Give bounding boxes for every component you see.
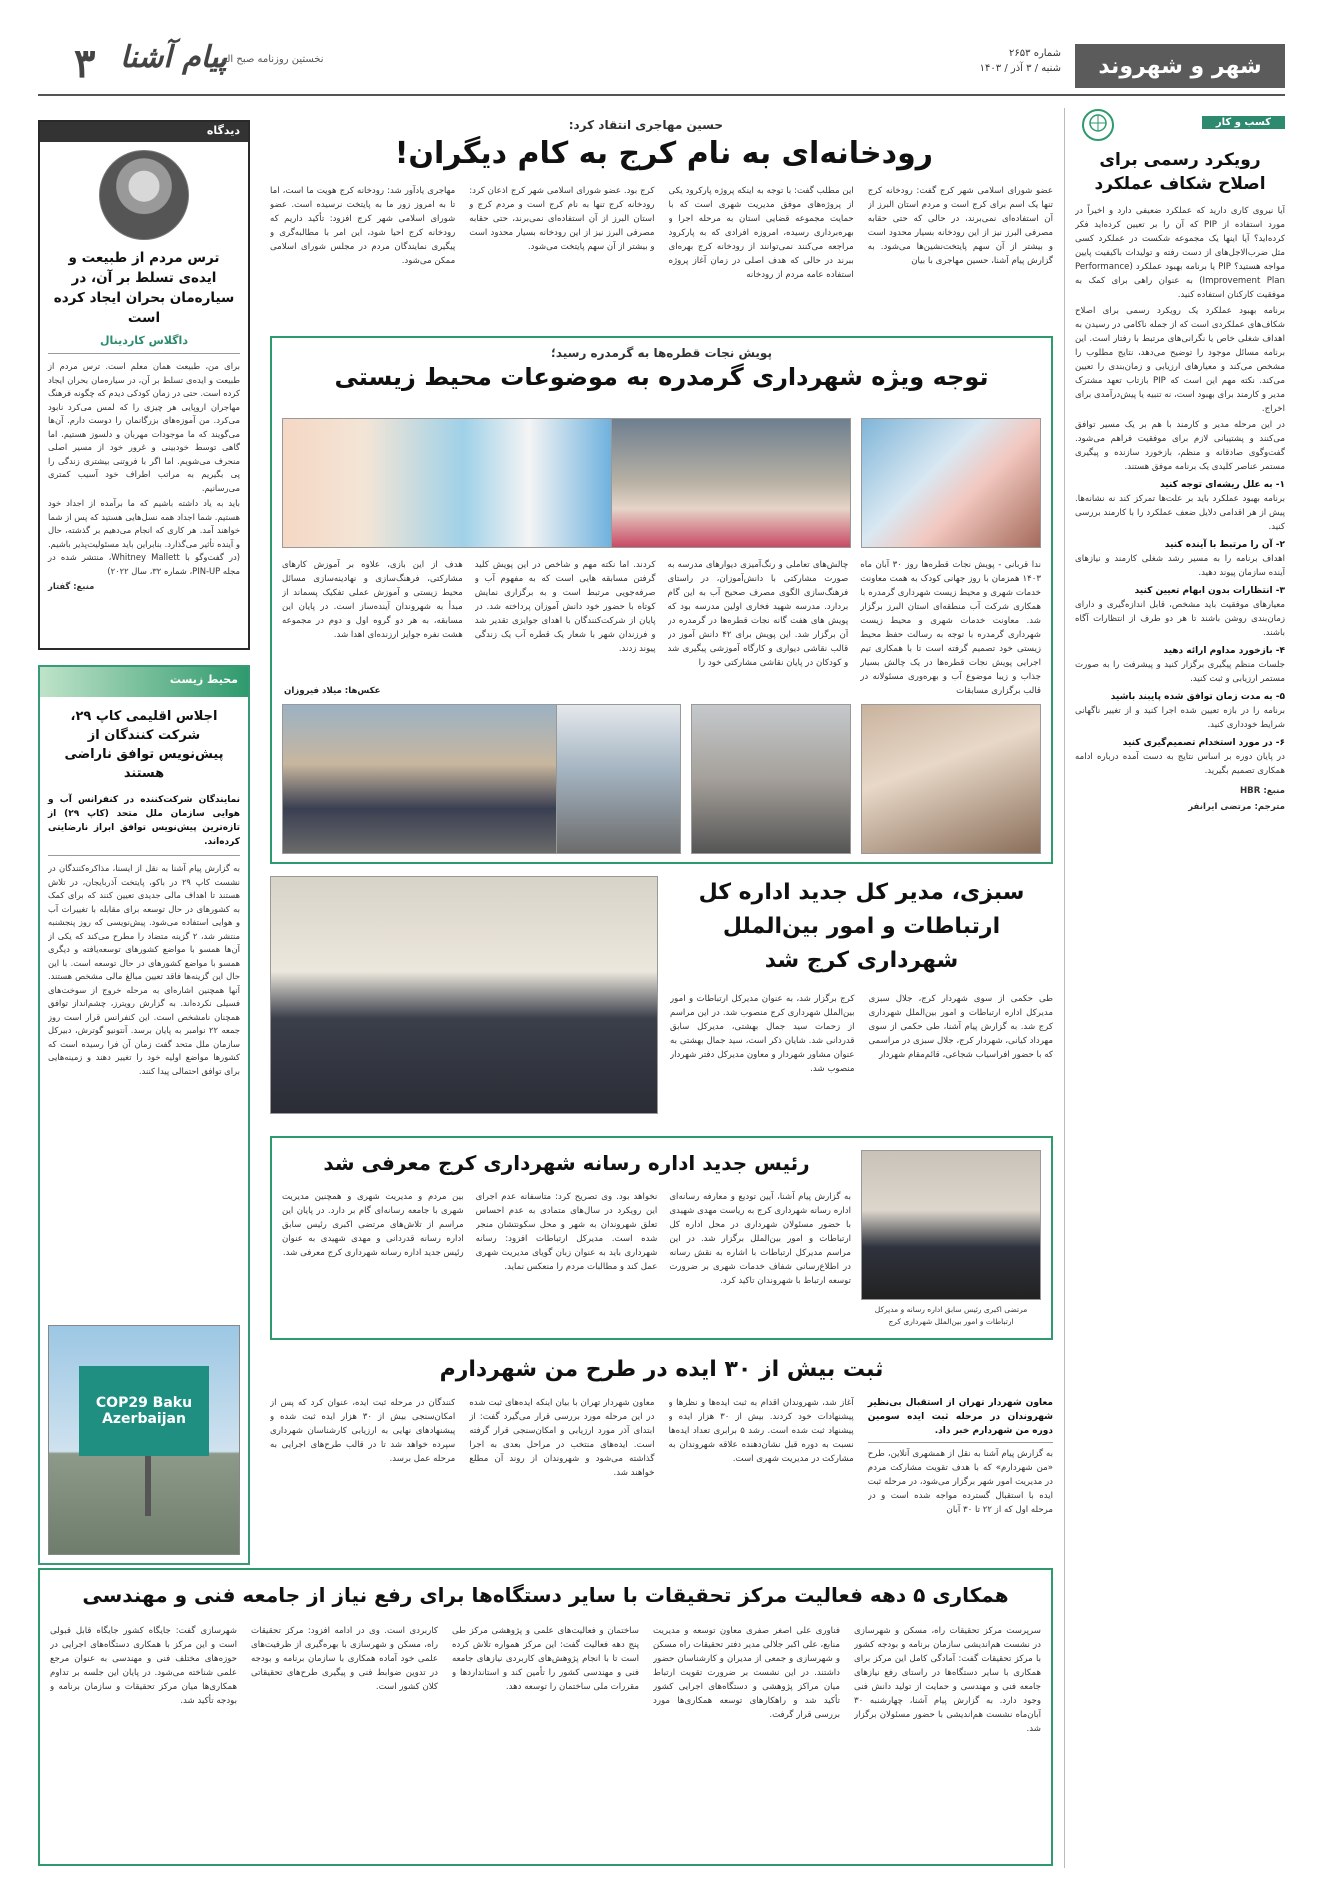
research-col: ساختمان و فعالیت‌های علمی و پژوهشی مرکز طی پنج دهه فعالیت گفت: این مرکز همواره تلاش کرده است تا با انجام پژوهش‌های کاربردی نیازهای جامعه فنی و مهندسی کشور را تأمین کند و استانداردها و مقررات ملی ساختمان را توسعه دهد. bbox=[452, 1626, 639, 1692]
top-article bbox=[270, 118, 1053, 318]
media-col: نخواهد بود. وی تصریح کرد: متاسفانه عدم اجرای این رویکرد در سال‌های متمادی به عدم احساس تعلق شهروندان به شهر و محل سکونتشان منجر شده است. مدیرکل ارتباطات افزود: رسانه شهرداری باید به عنوان زبان گویای مدیریت شهری عمل کند و مطالبات مردم را منعکس نماید. bbox=[475, 1192, 658, 1272]
research-col: شهرسازی گفت: جایگاه کشور جایگاه قابل قبولی است و این مرکز با همکاری دستگاه‌های اجرایی در حوزه‌های مختلف فنی و مهندسی به عنوان مرجع علمی شناخته می‌شود. در پایان این جلسه بر تداوم همکاری‌ها میان مرکز تحقیقات و سازمان برنامه و بودجه تأکید شد. bbox=[50, 1626, 237, 1706]
photo-credit: عکس‌ها: میلاد فیروزان bbox=[284, 686, 381, 696]
photo-students-line bbox=[691, 704, 851, 854]
media-photo-caption: مرتضی اکبری رئیس سابق اداره رسانه و مدیرکل ارتباطات و امور بین‌الملل شهرداری کرج bbox=[861, 1304, 1041, 1328]
idea-article bbox=[270, 1352, 1053, 1552]
author-photo bbox=[99, 150, 189, 240]
media-article bbox=[270, 1136, 1053, 1340]
top-article-col: کرج بود. عضو شورای اسلامی شهر کرج اذعان کرد: رودخانه کرج تنها به نام کرج است و مردم کرج و استان البرز از آن استفاده‌ای نمی‌برند، حتی حقابه مصرفی البرز نیز از این رودخانه بسیار محدود است و بیشتر از آن سهم پایتخت می‌شود. bbox=[469, 186, 655, 252]
business-para: برنامه بهبود عملکرد یک رویکرد رسمی برای اصلاح شکاف‌های عملکردی است که از جمله ناکامی در رسیدن به اهداف شغلی خاص یا نگرانی‌های مرتبط با رفتار است. این برنامه مسائل موجود را توضیح می‌دهد، نتایج مطلوب را مشخص می‌کند و معیارهای ارزیابی و زمان‌بندی را تعیین می‌کند. نکته مهم این است که PIP بازتاب تعهد مشترک مدیر و کارمند برای بهبود است، نه تنبیه یا پیش‌درآمدی برای اخراج. bbox=[1075, 306, 1285, 414]
business-body bbox=[1075, 204, 1285, 814]
environment-label: محیط زیست bbox=[40, 667, 248, 697]
business-para: در این مرحله مدیر و کارمند با هم بر یک مسیر توافق می‌کنند و پشتیبانی لازم برای موفقیت فراهم می‌شود. گفت‌وگوی صادقانه و منظم، بازخورد سازنده و پیگیری مستمر عناصر کلیدی یک برنامه موفق هستند. bbox=[1075, 420, 1285, 472]
opinion-box bbox=[38, 120, 250, 650]
idea-col: آغاز شد، شهروندان اقدام به ثبت ایده‌ها و نظرها و پیشنهادات خود کردند. بیش از ۳۰ هزار ایده و پیشنهاد ثبت شده است. رشد ۵ برابری تعداد ایده‌ها نسبت به دوره قبل نشان‌دهنده علاقه شهروندان به مشارکت در مدیریت شهری است. bbox=[668, 1398, 854, 1464]
globe-head-icon bbox=[1081, 108, 1115, 142]
billboard-panel: COP29 Baku Azerbaijan bbox=[79, 1366, 209, 1456]
research-headline: همکاری ۵ دهه فعالیت مرکز تحقیقات با سایر دستگاه‌ها برای رفع نیاز از جامعه فنی و مهندسی bbox=[82, 1583, 1009, 1607]
idea-col: کنندگان در مرحله ثبت ایده، عنوان کرد که پس از امکان‌سنجی بیش از ۳۰ هزار ایده ثبت شده و پیشنهادهای نهایی به ارزیابی کارشناسان شهرداری سپرده خواهد شد تا در قالب طرح‌های اجرایی به مرحله عمل برسد. bbox=[270, 1398, 456, 1464]
research-col: کاربردی است. وی در ادامه افزود: مرکز تحقیقات راه، مسکن و شهرسازی با بهره‌گیری از ظرفیت‌های علمی خود آماده همکاری با سازمان برنامه و بودجه در تدوین ضوابط فنی و پیگیری طرح‌های تحقیقاتی کلان کشور است. bbox=[251, 1626, 438, 1692]
business-subhead: ۵- به مدت زمان توافق شده پایبند باشید bbox=[1110, 692, 1285, 702]
business-subhead: ۲- آن را مرتبط با آینده کنید bbox=[1164, 540, 1285, 550]
opinion-para: باید به یاد داشته باشیم که ما برآمده از اجداد خود هستیم. شما اجداد همه نسل‌هایی هستید که پس از شما خواهند آمد. هر کاری که انجام می‌دهیم بر گذشته، حال و آینده تأثیر می‌گذارد. بنابراین باید مسئولیت‌پذیر باشیم. (در گفت‌وگو با Whitney Mallett، منتشر شده در مجله PIN-UP، شماره ۳۲، سال ۲۰۲۲) bbox=[48, 498, 240, 576]
business-para: اهداف برنامه را به مسیر رشد شغلی کارمند و نیازهای آینده سازمان پیوند دهید. bbox=[1075, 554, 1285, 578]
column-rule bbox=[1064, 108, 1065, 1868]
opinion-source: منبع: گفتار bbox=[48, 581, 95, 591]
business-para: جلسات منظم پیگیری برگزار کنید و پیشرفت را به صورت مستمر ارزیابی و ثبت کنید. bbox=[1075, 660, 1285, 684]
business-label: کسب و کار bbox=[1202, 116, 1285, 129]
opinion-title: ترس مردم از طبیعت و ایده‌ی تسلط بر آن، در سیاره‌مان بحران ایجاد کرده است bbox=[53, 250, 235, 326]
environment-box bbox=[38, 665, 250, 1565]
media-headline: رئیس جدید اداره رسانه شهرداری کرج معرفی شد bbox=[323, 1151, 810, 1175]
photo-students-group bbox=[611, 418, 851, 548]
idea-headline: ثبت بیش از ۳۰ ایده در طرح من شهردارم bbox=[439, 1357, 884, 1382]
business-subhead: ۴- بازخورد مداوم ارائه دهید bbox=[1163, 646, 1285, 656]
business-subhead: ۳- انتظارات بدون ابهام تعیین کنید bbox=[1134, 586, 1285, 596]
media-col: به گزارش پیام آشنا، آیین تودیع و معارفه رسانه‌ای اداره رسانه شهرداری کرج به ریاست مهدی شهیدی با حضور مسئولان شهرداری در محل اداره کل ارتباطات و امور بین‌الملل برگزار شد. در این مراسم مدیرکل ارتباطات با اشاره به نقش رسانه در اطلاع‌رسانی شفاف خدمات شهری بر ضرورت توسعه ارتباط با شهروندان تاکید کرد. bbox=[669, 1192, 851, 1286]
sabzi-col: کرج برگزار شد، به عنوان مدیرکل ارتباطات و امور بین‌الملل شهرداری کرج منصوب شد. در این مراسم از زحمات سید جمال بهشتی، مدیرکل سابق قدردانی شد. شایان ذکر است، سید جمال بهشتی به عنوان مشاور شهردار و معاون مدیرکل دفتر شهردار منصوب شد. bbox=[670, 994, 855, 1074]
green-article-col: کردند. اما نکته مهم و شاخص در این پویش کلید گرفتن مسابقه ‌هایی است که به مفهوم آب و صرفه‌جویی مرتبط است و به برگزاری نمایش کوتاه با حضور خود دانش آموزان پرداخته شد. در پایان از شرکت‌کنندگان با اهدای جوایزی تقدیر شد و فرزندان شهر با شعار یک قطره آب یک زندگی پیوند زدند. bbox=[474, 560, 656, 654]
green-article-col: چالش‌های تعاملی و رنگ‌آمیزی دیوارهای مدرسه به صورت مشارکتی با دانش‌آموزان، در راستای فرهنگ‌سازی الگوی مصرف صحیح آب به این گام بردارد. مدرسه شهید فخاری اولین مدرسه بود که پویش های هفت گانه نجات قطره‌ها در گرمدره در آن برگزار شد. این پویش برای ۴۲ دانش آموز در قالب نقاشی دیواری و کارگاه آموزشی پیگیری شد و کودکان در پایان نقاشی مشارکتی خود را bbox=[667, 560, 849, 668]
idea-col: معاون شهردار تهران با بیان اینکه ایده‌های ثبت شده در این مرحله مورد بررسی قرار می‌گیرد گفت: از ابتدای آذر مورد ارزیابی و امکان‌سنجی قرار گرفته است. ایده‌های منتخب در مراحل بعدی به اجرا گذاشته می‌شود و شهروندان از روند آن مطلع خواهند شد. bbox=[469, 1398, 655, 1478]
newspaper-tagline: نخستین روزنامه صبح البرز bbox=[214, 54, 324, 65]
page-number: ۳ bbox=[74, 40, 96, 87]
research-col: سرپرست مرکز تحقیقات راه، مسکن و شهرسازی در نشست هم‌اندیشی سازمان برنامه و بودجه کشور با مرکز تحقیقات گفت: آمادگی کامل این مرکز برای همکاری با سایر دستگاه‌ها در راستای رفع نیازهای جامعه فنی و مهندسی و حمایت از تولید دانش فنی وجود دارد. به گزارش پیام آشنا، چهارشنبه ۳۰ آبان‌ماه نشست هم‌اندیشی با حضور مسئولان برگزار شد. bbox=[854, 1626, 1041, 1734]
environment-lead: نمایندگان شرکت‌کننده در کنفرانس آب و هوایی سازمان ملل متحد (کاپ ۲۹) از تازه‌ترین پیش‌نویس توافق ابراز نارضایتی کرده‌اند. bbox=[48, 795, 240, 847]
environment-campaign-article bbox=[270, 336, 1053, 864]
green-article-headline: توجه ویژه شهرداری گرمدره به موضوعات محیط زیستی bbox=[334, 363, 989, 391]
photo-appointment-ceremony bbox=[270, 876, 658, 1114]
business-title: رویکرد رسمی برای اصلاح شکاف عملکرد bbox=[1094, 150, 1266, 194]
issue-date: شنبه / ۳ آذر / ۱۴۰۳ bbox=[979, 63, 1061, 74]
cop29-billboard-photo bbox=[48, 1325, 240, 1555]
sabzi-headline: سبزی، مدیر کل جدید اداره کل ارتباطات و امور بین‌الملل شهرداری کرج شد bbox=[698, 880, 1025, 973]
business-subhead: ۶- در مورد استخدام تصمیم‌گیری کنید bbox=[1122, 738, 1285, 748]
business-source: منبع: HBR bbox=[1239, 786, 1285, 796]
section-title: شهر و شهروند bbox=[1075, 44, 1285, 88]
top-article-kicker: حسین مهاجری انتقاد کرد: bbox=[568, 118, 723, 132]
business-para: برنامه را در بازه تعیین شده اجرا کنید و از تغییر ناگهانی شرایط خودداری کنید. bbox=[1075, 706, 1285, 730]
green-article-col: ندا قربانی - پویش نجات قطره‌ها روز ۳۰ آبان ماه ۱۴۰۳ همزمان با روز جهانی کودک به همت معاونت خدمات شهری و محیط زیست شهرداری گرمدره با همکاری شرکت آب منطقه‌ای استان البرز برگزار شد. معاونت خدمات شهری و محیط زیست شهرداری گرمدره با توجه به رسالت حفظ محیط زیستی خود تصمیم گرفته است تا با همکاری تیم اجرایی پویش نجات قطره‌ها در یک چالش بسیار جذاب و زیبا موضوع آب و بهره‌وری مسئولانه در قالب برگزاری مسابقات bbox=[860, 560, 1041, 696]
masthead bbox=[0, 32, 1323, 92]
business-subhead: ۱- به علل ریشه‌ای توجه کنید bbox=[1160, 480, 1285, 490]
newspaper-logo: پیام آشنا bbox=[120, 40, 228, 75]
photo-wall-mural bbox=[282, 418, 612, 548]
opinion-label: دیدگاه bbox=[40, 122, 248, 142]
idea-lead: معاون شهردار تهران از استقبال بی‌نظیر شهروندان در مرحله ثبت ایده سومین دوره من شهردارم خبر داد. bbox=[867, 1398, 1053, 1436]
photo-school-assembly bbox=[282, 704, 557, 854]
opinion-para: برای من، طبیعت همان معلم است. ترس مردم از طبیعت و ایده‌ی تسلط بر آن، در سیاره‌مان بحران ایجاد کرده است. حتی در زمان کودکی دیدم که چگونه فرهنگ مهاجران اروپایی هر چیزی را که لمس می‌کرد نابود می‌کرد. من آموزه‌های بزرگانمان را دوست دارم. آن‌ها می‌گویند که ما موجودات مهربان و دلسوز هستیم. اما گاهی توسط خودبینی و غرور خود از مسیر اصلی منحرف می‌شویم. اما اگر با فروتنی بیشتری زندگی را پی بگیریم به مراتب اطراف خود آسیب کمتری می‌رسانیم. bbox=[48, 361, 240, 493]
business-column bbox=[1075, 108, 1285, 1868]
sabzi-col: طی حکمی از سوی شهردار کرج، جلال سبزی مدیرکل اداره ارتباطات و امور بین‌الملل شهرداری کرج شد. به گزارش پیام آشنا، طی حکمی از سوی مهرداد کیانی، شهردار کرج، جلال سبزی در مراسمی که با حضور افراسیاب شجاعی، قائم‌مقام شهردار bbox=[868, 994, 1053, 1060]
media-col: بین مردم و مدیریت شهری و همچنین مدیریت شهری با جامعه رسانه‌ای گام بر دارد. در پایان این مراسم از تلاش‌های مرتضی اکبری رئیس سابق اداره رسانه قدردانی و مهدی شهیدی به عنوان رئیس جدید اداره رسانه شهرداری کرج معرفی شد. bbox=[281, 1192, 464, 1258]
top-article-col: مهاجری یادآور شد: رودخانه کرج هویت ما است، اما تا به امروز زور ما به پایتخت نرسیده است. عضو شورای اسلامی شهر کرج افزود: تأکید داریم که رودخانه کرج احیا شود، این امر با مطالبه‌گری و پیگیری نمایندگان مردم در مجلس شورای اسلامی ممکن می‌شود. bbox=[270, 186, 456, 266]
research-center-article bbox=[38, 1568, 1053, 1866]
top-article-col: عضو شورای اسلامی شهر کرج گفت: رودخانه کرج تنها یک اسم برای کرج است و مردم استان البرز از آن استفاده‌ای نمی‌برند، در حالی که حتی حقابه مصرفی البرز نیز از این رودخانه بسیار محدود است و بیشتر از آن سهم پایتخت‌نشین‌ها می‌شود. به گزارش پیام آشنا، حسین مهاجری با بیان bbox=[867, 186, 1053, 266]
environment-title: اجلاس اقلیمی کاپ ۲۹، شرکت کنندگان از پیش‌نویس توافق ناراضی هستند bbox=[64, 709, 224, 781]
top-article-col: این مطلب گفت: با توجه به اینکه پروژه پارکرود یکی از پروژه‌های موفق مدیریت شهری است که با حمایت مجموعه قضایی استان به مرحله اجرا و بهره‌برداری رسیده، امروزه افرادی که به پارکرود مراجعه می‌کنند نمی‌توانند از رودخانه کرج بهره‌ای ببرند در حالی که هدف اصلی در زمان آغاز پروژه استفاده عامه مردم از رودخانه bbox=[668, 186, 854, 280]
environment-body: به گزارش پیام آشنا به نقل از ایسنا، مذاکره‌کنندگان در نشست کاپ ۲۹ در باکو، پایتخت آذربایجان، در تلاش هستند تا اهداف مالی جدیدی تعیین کنند که برای کمک به کشورهای در حال توسعه برای مقابله با تغییرات آب و هوایی استفاده می‌شود. پیش‌نویسی که روز پنجشنبه منتشر شد، ۲ گزینه متضاد را مطرح می‌کند که یکی از آن‌ها همسو با مواضع کشورهای توسعه‌یافته و دیگری همسو با مواضع کشورهای در حال توسعه است. با این حال این گزینه‌ها فاقد تعیین مبالغ مالی مشخص هستند. آنها همچنین اشاره‌ای به مرحله خروج از سوخت‌های فسیلی نکرده‌اند. به گزارش رویترز، چشم‌انداز توافق همچنان نامشخص است. این کنفرانس قرار است روز جمعه ۲۲ نوامبر به پایان برسد. آنتونیو گوترش، دبیرکل سازمان ملل متحد گفت زمان آن فرا رسیده است که کشورها مواضع اولیه خود را تغییر دهند و زمینه‌هایی برای توافق احتمالی پیدا کنند. bbox=[48, 863, 240, 1076]
business-para: آیا نیروی کاری دارید که عملکرد ضعیفی دارد و اخیراً در مورد استفاده از PIP که آن را بر تعیین کرده‌اید فکر کرده‌اید؟ آیا اینها یک مجموعه شکست در عملکرد کسی مثل ضرب‌الاجل‌های از دست رفته و تولیدات با‌کیفیت پایین مواجه هستید؟ PIP یا برنامه بهبود عملکرد (Performance Improvement Plan) به عنوان راهی برای کمک به موفقیت کارکنان استفاده کنید. bbox=[1075, 206, 1285, 300]
issue-info bbox=[980, 46, 1061, 76]
research-col: فناوری علی اصغر صفری معاون توسعه و مدیریت منابع، علی اکبر جلالی مدیر دفتر تحقیقات راه مسکن و شهرسازی و جمعی از مدیران و کارشناسان حضور داشتند. در این نشست بر ضرورت تقویت ارتباط میان مراکز پژوهشی و دستگاه‌های اجرایی کشور تأکید شد و راهکارهای توسعه همکاری‌ها مورد بررسی قرار گرفت. bbox=[653, 1626, 840, 1720]
photo-media-handover bbox=[861, 1150, 1041, 1300]
green-article-kicker: پویش نجات قطره‌ها به گرمدره رسید؛ bbox=[551, 346, 772, 360]
photo-child-hand bbox=[861, 704, 1041, 854]
business-para: معیارهای موفقیت باید مشخص، قابل اندازه‌گیری و دارای زمان‌بندی روشن باشند تا هر دو طرف از انتظارات آگاه باشند. bbox=[1075, 600, 1285, 638]
opinion-body bbox=[40, 354, 248, 602]
idea-col: به گزارش پیام آشنا به نقل از همشهری آنلاین، طرح «من شهردارم» که با هدف تقویت مشارکت مردم در مدیریت امور شهر برگزار می‌شود، در مرحله ثبت ایده با استقبال گسترده مواجه شده است و در مرحله اول که از ۲۲ تا ۳۰ آبان bbox=[867, 1449, 1053, 1515]
business-translator: مترجم: مرتضی ایرانفر bbox=[1188, 802, 1285, 812]
business-para: برنامه بهبود عملکرد باید بر علت‌ها تمرکز کند نه نشانه‌ها. پیش از هر اقدامی دلایل ضعف عملکرد را با کارمند بررسی کنید. bbox=[1075, 494, 1285, 532]
green-article-col: هدف از این بازی، علاوه بر آموزش کارهای مشارکتی، فرهنگ‌سازی و نهادینه‌سازی مسائل محیط زیستی و آموزش عملی تفکیک پسماند از مبدأ به شهروندان آینده‌ساز است. در پایان این مسابقه، به هر دو گروه اول و دوم در مجموعه هشت نفره جوایز ارزنده‌ای اهدا شد. bbox=[282, 560, 463, 640]
photo-girl-painting bbox=[861, 418, 1041, 548]
issue-number: شماره ۲۶۵۳ bbox=[1009, 48, 1061, 59]
sabzi-article bbox=[270, 876, 1053, 1126]
masthead-rule bbox=[38, 94, 1285, 96]
top-article-headline: رودخانه‌ای به نام کرج به کام دیگران! bbox=[394, 136, 933, 171]
opinion-author: داگلاس کاردینال bbox=[100, 334, 188, 347]
business-para: در پایان دوره بر اساس نتایج به دست آمده درباره ادامه همکاری تصمیم بگیرید. bbox=[1075, 752, 1285, 776]
